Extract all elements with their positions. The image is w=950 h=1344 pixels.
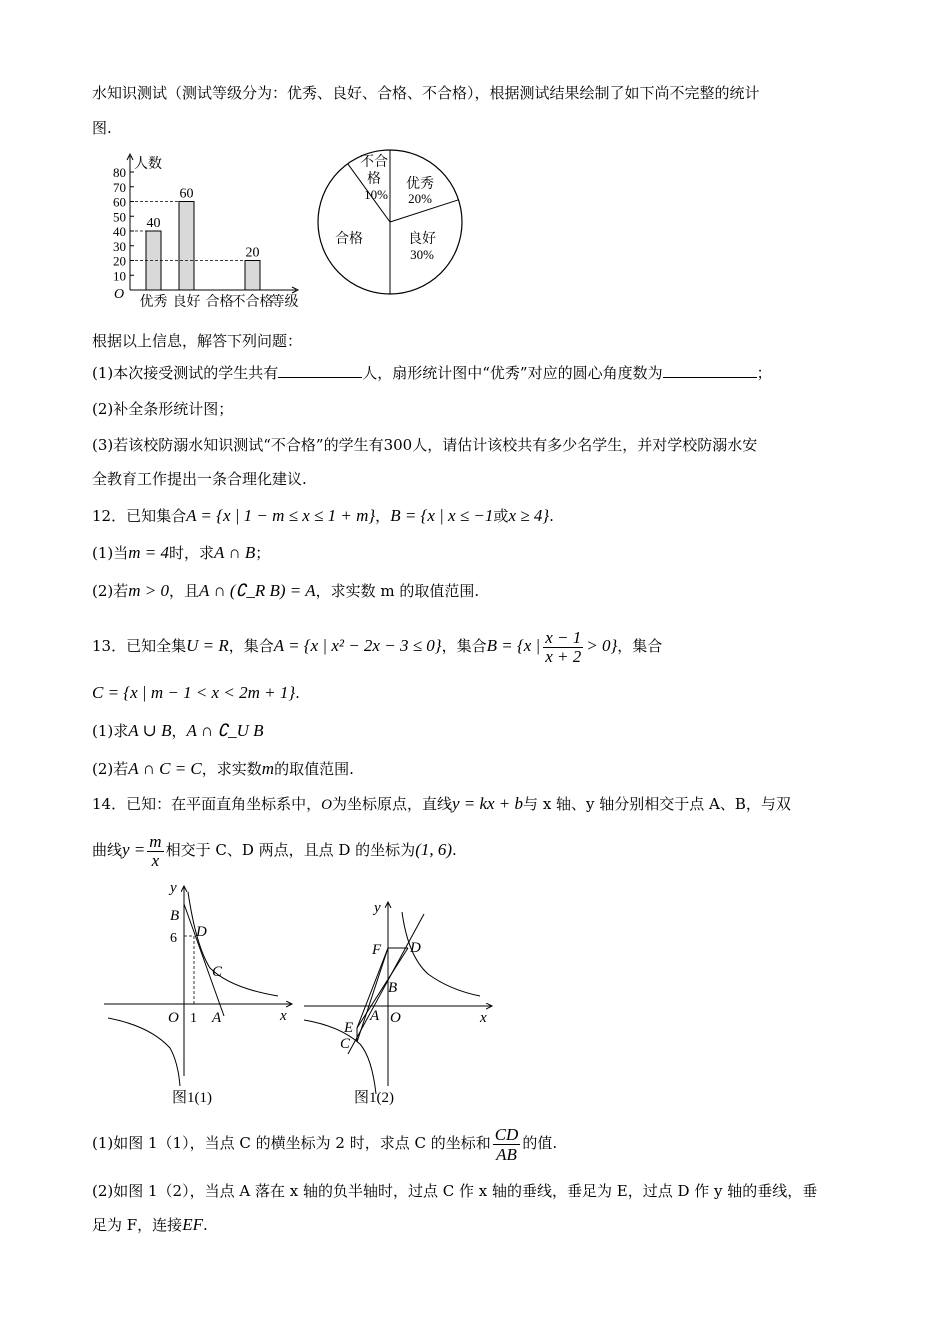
q14-stem-b: 为坐标原点，直线 xyxy=(331,795,452,813)
q12-p1-math2: A ∩ B xyxy=(214,543,256,562)
q13-frac-den: x + 2 xyxy=(545,646,582,666)
q14-hyper-num: m xyxy=(149,831,162,851)
bar-category-0: 优秀 xyxy=(139,295,168,310)
fig2-label-e: E xyxy=(344,1020,354,1036)
q12-part-1 xyxy=(92,542,270,564)
q14-stem-line1 xyxy=(92,793,791,816)
q14-stem-a: 14．已知：在平面直角坐标系中， xyxy=(92,795,322,813)
fig2-label-c: C xyxy=(340,1036,351,1052)
q13-set-b-tail: > 0} xyxy=(586,636,618,655)
fig1-label-o: O xyxy=(168,1010,179,1026)
q13-p1-math: A ∪ B xyxy=(128,721,172,740)
fig1-hyperbola-q1 xyxy=(188,892,278,996)
q11-blank-1[interactable] xyxy=(278,363,362,378)
q12-set-b-tail: x ≥ 4} xyxy=(508,506,550,525)
figure-1-2 xyxy=(300,896,500,1114)
q14-p2-a: 足为 F，连接 xyxy=(92,1216,183,1234)
q14-p1-frac xyxy=(493,1125,521,1164)
q14-stem-line2 xyxy=(92,828,457,872)
fig2-label-b: B xyxy=(388,980,398,996)
bar-y-tick-label-1: 20 xyxy=(113,253,126,269)
bar-0 xyxy=(146,231,161,290)
q14-p1-den: AB xyxy=(496,1144,517,1164)
q14-part-2-line2 xyxy=(92,1214,208,1236)
q14-p1-a: (1)如图 1（1），当点 C 的横坐标为 2 时，求点 C 的坐标和 xyxy=(92,1134,491,1152)
bar-y-tick-label-6: 70 xyxy=(113,179,126,195)
q11-prompt: 根据以上信息，解答下列问题： xyxy=(92,332,303,350)
pie-label-youxiu: 优秀 xyxy=(406,177,434,192)
bar-category-3: 不合格 xyxy=(231,295,274,310)
fig1-label-x: x xyxy=(280,1008,287,1024)
q13-set-b-head: B = {x | xyxy=(486,636,541,655)
bar-y-tick-label-0: 10 xyxy=(113,268,126,284)
fig1-label-six: 6 xyxy=(170,931,177,946)
q14-p1-b: 的值. xyxy=(522,1134,558,1152)
bar-y-tick-label-5: 60 xyxy=(113,194,126,210)
q14-hyper-frac xyxy=(147,833,163,870)
q11-part-1 xyxy=(92,362,772,384)
q13-stem xyxy=(92,624,662,668)
fig2-line-cf xyxy=(357,948,388,1042)
q11-p1-a: (1)本次接受测试的学生共有 xyxy=(92,364,279,382)
q14-d-coord: (1, 6) xyxy=(415,840,453,859)
q14-stem-line2-b: 相交于 C、D 两点，且点 D 的坐标为 xyxy=(165,841,416,859)
bar-origin-label: O xyxy=(114,287,125,302)
fig1-caption: 图1(1) xyxy=(172,1090,212,1106)
q11-part-2: (2)补全条形统计图； xyxy=(92,400,234,418)
q13-end: . xyxy=(295,684,300,702)
bar-y-tick-label-4: 50 xyxy=(113,209,126,225)
bar-3 xyxy=(245,261,260,291)
q14-stem-c: 与 x 轴、y 轴分别相交于点 A、B，与双 xyxy=(523,795,791,813)
q13-stem-b: ，集合 xyxy=(228,637,274,655)
fig2-hyperbola-q3 xyxy=(304,1020,376,1094)
q13-set-a: A = {x | x² − 2x − 3 ≤ 0} xyxy=(273,636,442,655)
q13-set-u: U = R xyxy=(186,636,229,655)
q11-part-3-line2: 全教育工作提出一条合理化建议. xyxy=(92,470,307,488)
bar-y-tick-label-7: 80 xyxy=(113,165,126,180)
fig1-label-c: C xyxy=(212,964,223,980)
fig1-line-kxb xyxy=(184,904,224,1016)
pie-label-buhege-2: 格 xyxy=(367,172,381,187)
q13-stem-d: ，集合 xyxy=(617,637,663,655)
bar-x-label: 等级 xyxy=(270,295,299,310)
fig2-caption: 图1(2) xyxy=(354,1090,394,1106)
figure-1-1 xyxy=(100,876,300,1114)
q14-part-2-line1: (2)如图 1（2），当点 A 落在 x 轴的负半轴时，过点 C 作 x 轴的垂线，垂足为 E，过点 D 作 y 轴的垂线，垂 xyxy=(92,1182,818,1200)
q13-fraction xyxy=(543,629,583,666)
q11-blank-2[interactable] xyxy=(663,363,757,378)
q12-p2-b: ，且 xyxy=(169,582,200,600)
q12-p1-math: m = 4 xyxy=(128,543,169,562)
q13-set-c: C = {x | m − 1 < x < 2m + 1} xyxy=(92,683,296,702)
bar-y-label: 人数 xyxy=(134,157,162,172)
intro-line-1: 水知识测试（测试等级分为：优秀、良好、合格、不合格），根据测试结果绘制了如下尚不完整的统计 xyxy=(92,84,760,102)
q12-p2-math: m > 0 xyxy=(128,581,169,600)
fig2-label-x: x xyxy=(480,1010,487,1026)
q13-p2-math: A ∩ C = C xyxy=(128,759,202,778)
pie-pct-lianghao: 30% xyxy=(410,247,434,262)
q11-part-3-line1: (3)若该校防溺水知识测试“不合格”的学生有300人，请估计该校共有多少名学生，并对学校防溺水安 xyxy=(92,436,758,454)
q13-stem-c: ，集合 xyxy=(441,637,487,655)
bar-value-label-0: 40 xyxy=(146,216,161,231)
q14-p2-ef: EF xyxy=(182,1215,203,1234)
q12-p2-math2: A ∩ (∁_R B) = A xyxy=(199,581,316,600)
q14-line-eq: y = kx + b xyxy=(451,794,524,813)
q13-part-1 xyxy=(92,720,264,742)
fig2-line-kxb xyxy=(348,914,424,1054)
bar-y-tick-label-2: 30 xyxy=(113,238,126,254)
q12-end: . xyxy=(549,507,554,525)
q14-p1-num: CD xyxy=(494,1124,519,1144)
q12-set-b: B = {x | x ≤ −1 xyxy=(390,506,494,525)
q12-p2-c: ，求实数 m 的取值范围. xyxy=(315,582,480,600)
intro-line-2: 图. xyxy=(92,119,112,137)
pie-label-hege: 合格 xyxy=(335,232,363,247)
q11-p1-c: ； xyxy=(756,364,772,382)
bar-y-tick-label-3: 40 xyxy=(113,224,126,239)
bar-category-1: 良好 xyxy=(172,295,201,310)
fig1-label-y: y xyxy=(170,880,177,896)
q14-p2-end: . xyxy=(202,1216,208,1234)
fig1-label-one: 1 xyxy=(190,1011,197,1026)
fig1-label-d: D xyxy=(196,924,207,940)
q12-stem xyxy=(92,505,554,527)
q13-frac-num: x − 1 xyxy=(545,627,582,647)
q13-p1-a: (1)求 xyxy=(92,722,129,740)
fig2-label-o: O xyxy=(390,1010,401,1026)
bar-1 xyxy=(179,202,194,291)
fig1-label-a: A xyxy=(212,1010,222,1026)
q12-p1-b: 时，求 xyxy=(169,544,215,562)
q14-hyper-lhs: y = xyxy=(122,840,146,859)
bar-value-label-3: 20 xyxy=(245,245,260,261)
q12-p2-a: (2)若 xyxy=(92,582,129,600)
q12-stem-a: 12．已知集合 xyxy=(92,507,187,525)
pie-pct-youxiu: 20% xyxy=(408,191,432,206)
bar-value-label-1: 60 xyxy=(179,186,194,202)
fig2-label-y: y xyxy=(374,900,381,916)
q14-stem-line2-a: 曲线 xyxy=(92,841,123,859)
q13-p2-m: m xyxy=(261,759,275,778)
q13-p1-math2: A ∩ ∁_U B xyxy=(186,721,264,740)
q14-end: . xyxy=(452,841,457,859)
q13-p2-c: 的取值范围. xyxy=(274,760,354,778)
pie-label-buhege-1: 不合 xyxy=(360,155,388,170)
q13-part-2 xyxy=(92,758,354,780)
bar-chart xyxy=(100,148,330,318)
fig1-hyperbola-q3 xyxy=(108,1018,180,1086)
q12-p1-c: ； xyxy=(255,544,271,562)
fig1-label-b: B xyxy=(170,908,180,924)
pie-chart xyxy=(314,146,466,298)
fig2-label-f: F xyxy=(372,942,382,958)
fig2-label-d: D xyxy=(410,940,421,956)
pie-label-lianghao: 良好 xyxy=(408,232,436,247)
q13-p2-a: (2)若 xyxy=(92,760,129,778)
q12-sep: ， xyxy=(375,507,391,525)
q12-p1-a: (1)当 xyxy=(92,544,129,562)
fig2-label-a: A xyxy=(370,1008,380,1024)
q14-part-1 xyxy=(92,1120,557,1166)
q13-set-c-line xyxy=(92,682,300,704)
q13-stem-a: 13．已知全集 xyxy=(92,637,187,655)
bar-category-2: 合格 xyxy=(205,295,234,310)
q14-stem-o: O xyxy=(321,797,332,813)
q13-p1-b: ， xyxy=(171,722,187,740)
q12-or: 或 xyxy=(493,507,509,525)
q11-p1-b: 人，扇形统计图中“优秀”对应的圆心角度数为 xyxy=(362,364,663,382)
q12-set-a: A = {x | 1 − m ≤ x ≤ 1 + m} xyxy=(186,506,376,525)
q13-p2-b: ，求实数 xyxy=(201,760,262,778)
q12-part-2 xyxy=(92,580,479,602)
q14-hyper-den: x xyxy=(151,850,160,870)
pie-pct-buhege: 10% xyxy=(364,187,388,202)
